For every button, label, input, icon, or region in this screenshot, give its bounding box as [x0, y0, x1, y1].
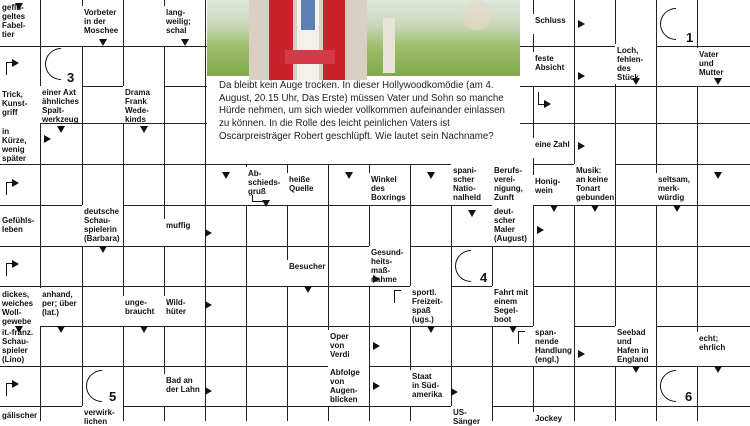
clue-cell: Oper von Verdi [328, 330, 369, 366]
col-line [40, 0, 41, 421]
arrow-down-icon [140, 326, 148, 333]
col-line [656, 0, 657, 421]
clue-cell: Jockey [533, 412, 574, 421]
arrow-right-icon [205, 387, 212, 395]
arrow-down-icon [99, 246, 107, 253]
clue-cell: Drama Frank Wede- kinds [123, 86, 164, 123]
arrow-right-icon [451, 388, 458, 396]
arrow-right-icon [12, 179, 19, 187]
solution-circle [79, 363, 124, 408]
solution-number: 5 [109, 389, 117, 404]
arrow-down-icon [632, 366, 640, 373]
arrow-right-icon [373, 342, 380, 350]
arrow-down-icon [304, 286, 312, 293]
arrow-right-icon [373, 275, 380, 283]
arrow-down-icon [591, 205, 599, 212]
col-line [123, 0, 124, 421]
solution-number: 4 [480, 270, 488, 285]
clue-cell: US- Sänger [451, 406, 492, 421]
solution-number: 6 [685, 389, 693, 404]
arrow-down-icon [262, 200, 270, 207]
arrow-down-icon [714, 78, 722, 85]
clue-cell: Abfolge von Augen- blicken [328, 366, 369, 406]
arrow-right-icon [205, 301, 212, 309]
clue-cell: Fahrt mit einem Segel- boot [492, 286, 533, 326]
clue-cell: lang- weilig; schal [164, 6, 205, 46]
arrow-down-icon [427, 172, 435, 179]
clue-cell: Musik: an keine Tonart gebunden [574, 164, 615, 205]
clue-cell: heiße Quelle [287, 173, 328, 205]
arrow-down-icon [222, 172, 230, 179]
clue-cell: Trick, Kunst- griff [0, 86, 40, 123]
clue-cell: Bad an der Lahn [164, 374, 205, 406]
clue-cell: deut- scher Maler (August) [492, 205, 533, 246]
arrow-down-icon [550, 205, 558, 212]
row-line [520, 86, 750, 87]
arrow-right-icon [578, 350, 585, 358]
clue-cell: geflü- geltes Fabel- tier [0, 0, 40, 46]
row-line [0, 46, 207, 47]
row-line [0, 164, 750, 165]
arrow-right-icon [537, 226, 544, 234]
arrow-right-icon [373, 382, 380, 390]
clue-cell: Staat in Süd- amerika [410, 370, 451, 406]
clue-cell: feste Absicht [533, 52, 574, 86]
clue-cell: deutsche Schau- spielerin (Barbara) [82, 205, 123, 246]
arrow-down-icon [15, 326, 23, 333]
col-line [574, 0, 575, 421]
clue-cell: Schluss [533, 14, 574, 34]
arrow-down-icon [673, 205, 681, 212]
row-line [520, 123, 750, 124]
col-line [205, 0, 206, 421]
arrow-down-icon [427, 326, 435, 333]
clue-cell: Vater und Mutter [697, 48, 750, 86]
clue-cell: spani- scher Natio- nalheld [451, 164, 492, 205]
clue-cell: muffig [164, 219, 205, 246]
clue-cell: in Kürze, wenig später [0, 123, 40, 164]
clue-cell: span- nende Handlung (engl.) [533, 326, 574, 366]
photo-figure [249, 0, 367, 80]
arrow-right-icon [578, 20, 585, 28]
clue-cell: anhand, per; über (lat.) [40, 288, 82, 326]
arrow-down-icon [468, 210, 476, 217]
clue-cell: eine Zahl [533, 138, 574, 158]
movie-photo [207, 0, 520, 76]
arrow-down-icon [99, 39, 107, 46]
clue-cell: Winkel des Boxrings [369, 173, 410, 205]
clue-cell: Ab- schieds- gruß [246, 167, 287, 205]
arrow-elbow-icon [394, 290, 401, 303]
arrow-elbow-icon [518, 331, 525, 344]
arrow-down-icon [15, 3, 23, 10]
photo-person-bg [462, 0, 492, 30]
clue-cell: Loch, fehlen- des Stück [615, 44, 656, 84]
arrow-down-icon [140, 126, 148, 133]
arrow-right-icon [578, 142, 585, 150]
arrow-right-icon [12, 59, 19, 67]
arrow-right-icon [12, 380, 19, 388]
arrow-right-icon [44, 135, 51, 143]
clue-cell: Gefühls- leben [0, 214, 40, 246]
clue-cell: einer Axt ähnliches Spalt- werkzeug [40, 86, 82, 123]
solution-circle [38, 41, 83, 86]
col-line [164, 0, 165, 421]
clue-cell: Seebad und Hafen in England [615, 326, 656, 366]
arrow-down-icon [714, 172, 722, 179]
puzzle-story: Da bleibt kein Auge trocken. In dieser Hollywoodkomödie (am 4. August, 20.15 Uhr, Das Erste) müssen Vater und Sohn so manche Hürde nehmen, um sich wieder vollkommen aufeinander einlassen zu können. In die Rolle des leicht peinlichen Vaters ist Oscarpreisträger Robert geschlüpft. Wie lautet sein Nachname? [219, 80, 505, 142]
arrow-down-icon [509, 326, 517, 333]
arrow-right-icon [205, 229, 212, 237]
arrow-down-icon [57, 326, 65, 333]
clue-cell: Berufs- verei- nigung, Zunft [492, 164, 533, 205]
clue-cell: seltsam, merk- würdig [656, 173, 697, 205]
row-line [0, 286, 750, 287]
arrow-down-icon [632, 78, 640, 85]
clue-cell: unge- braucht [123, 296, 164, 326]
arrow-down-icon [714, 366, 722, 373]
arrow-right-icon [544, 100, 551, 108]
solution-number: 1 [686, 30, 694, 45]
arrow-right-icon [578, 72, 585, 80]
clue-cell: it.-franz. Schau- spieler (Lino) [0, 326, 40, 366]
clue-cell: Besucher [287, 260, 328, 286]
arrow-down-icon [57, 126, 65, 133]
clue-cell: gälischer [0, 409, 40, 421]
clue-cell: Vorbeter in der Moschee [82, 6, 123, 46]
clue-cell: Gesund- heits- maß- nahme [369, 246, 410, 286]
photo-post [383, 18, 395, 73]
clue-cell: Wild- hüter [164, 296, 205, 326]
clue-cell: Honig- wein [533, 175, 574, 205]
clue-cell: echt; ehrlich [697, 332, 750, 366]
arrow-right-icon [12, 260, 19, 268]
clue-cell: sportl. Freizeit- spaß (ugs.) [410, 286, 451, 326]
arrow-down-icon [345, 172, 353, 179]
clue-cell: dickes, weiches Woll- gewebe [0, 288, 40, 326]
solution-number: 3 [67, 70, 75, 85]
clue-cell: verwirk- lichen [82, 406, 123, 421]
arrow-down-icon [181, 39, 189, 46]
